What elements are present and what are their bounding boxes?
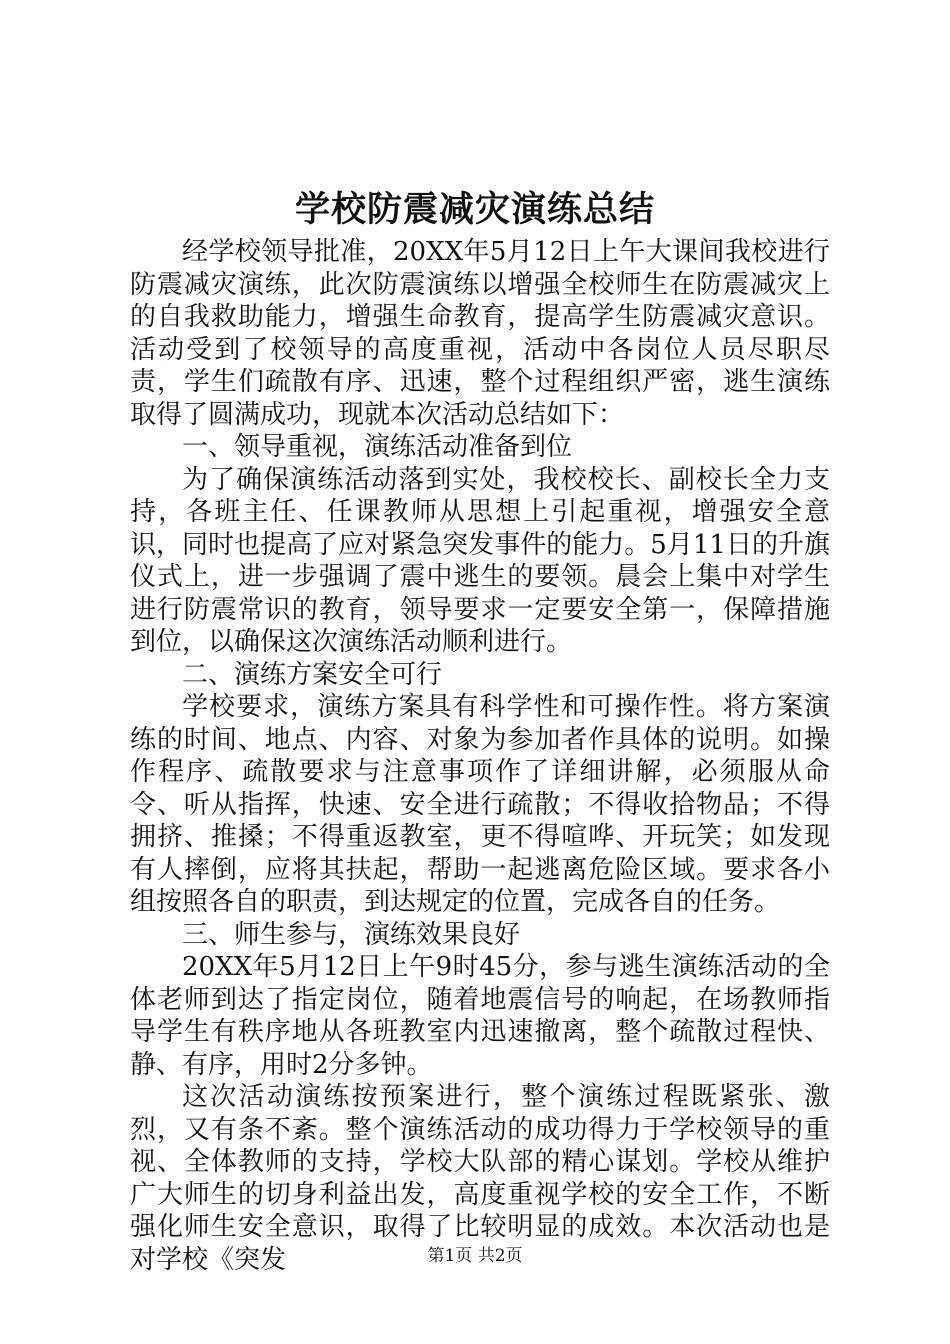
paragraph-section-3: 20XX年5月12日上午9时45分，参与逃生演练活动的全体老师到达了指定岗位，随着地震信号的响起，在场教师指导学生有秩序地从各班教室内迅速撤离，整个疏散过程快、静、有序，用时2分多钟。 (130, 952, 830, 1080)
paragraph-summary: 这次活动演练按预案进行，整个演练过程既紧张、激烈，又有条不紊。整个演练活动的成功得力于学校领导的重视、全体教师的支持，学校大队部的精心谋划。学校从维护广大师生的切身利益出发，高度重视学校的安全工作，不断强化师生安全意识，取得了比较明显的成效。本次活动也是对学校《突发 (130, 1082, 830, 1275)
section-heading-1: 一、领导重视，演练活动准备到位 (182, 432, 573, 462)
section-heading-3: 三、师生参与，演练效果良好 (182, 919, 521, 950)
section-heading-2: 二、演练方案安全可行 (182, 659, 443, 690)
paragraph-intro: 经学校领导批准，20XX年5月12日上午大课间我校进行防震减灾演练，此次防震演练以增强全校师生在防震减灾上的自我救助能力，增强生命教育，提高学生防震减灾意识。活动受到了校领导的高度重视，活动中各岗位人员尽职尽责，学生们疏散有序、迅速，整个过程组织严密，逃生演练取得了圆满成功，现就本次活动总结如下： (130, 237, 830, 430)
document-body (130, 236, 830, 1276)
paragraph-section-1: 为了确保演练活动落到实处，我校校长、副校长全力支持，各班主任、任课教师从思想上引起重视，增强安全意识，同时也提高了应对紧急突发事件的能力。5月11日的升旗仪式上，进一步强调了震中逃生的要领。晨会上集中对学生进行防震常识的教育，领导要求一定要安全第一，保障措施到位，以确保这次演练活动顺利进行。 (130, 464, 830, 657)
document-title: 学校防震减灾演练总结 (294, 189, 655, 230)
paragraph-section-2: 学校要求，演练方案具有科学性和可操作性。将方案演练的时间、地点、内容、对象为参加者作具体的说明。如操作程序、疏散要求与注意事项作了详细讲解，必须服从命令、听从指挥，快速、安全进行疏散；不得收拾物品；不得拥挤、推搡；不得重返教室，更不得喧哗、开玩笑；如发现有人摔倒，应将其扶起，帮助一起逃离危险区域。要求各小组按照各自的职责，到达规定的位置，完成各自的任务。 (130, 692, 830, 917)
page-number-footer: 第1页 共2页 (427, 1246, 523, 1266)
